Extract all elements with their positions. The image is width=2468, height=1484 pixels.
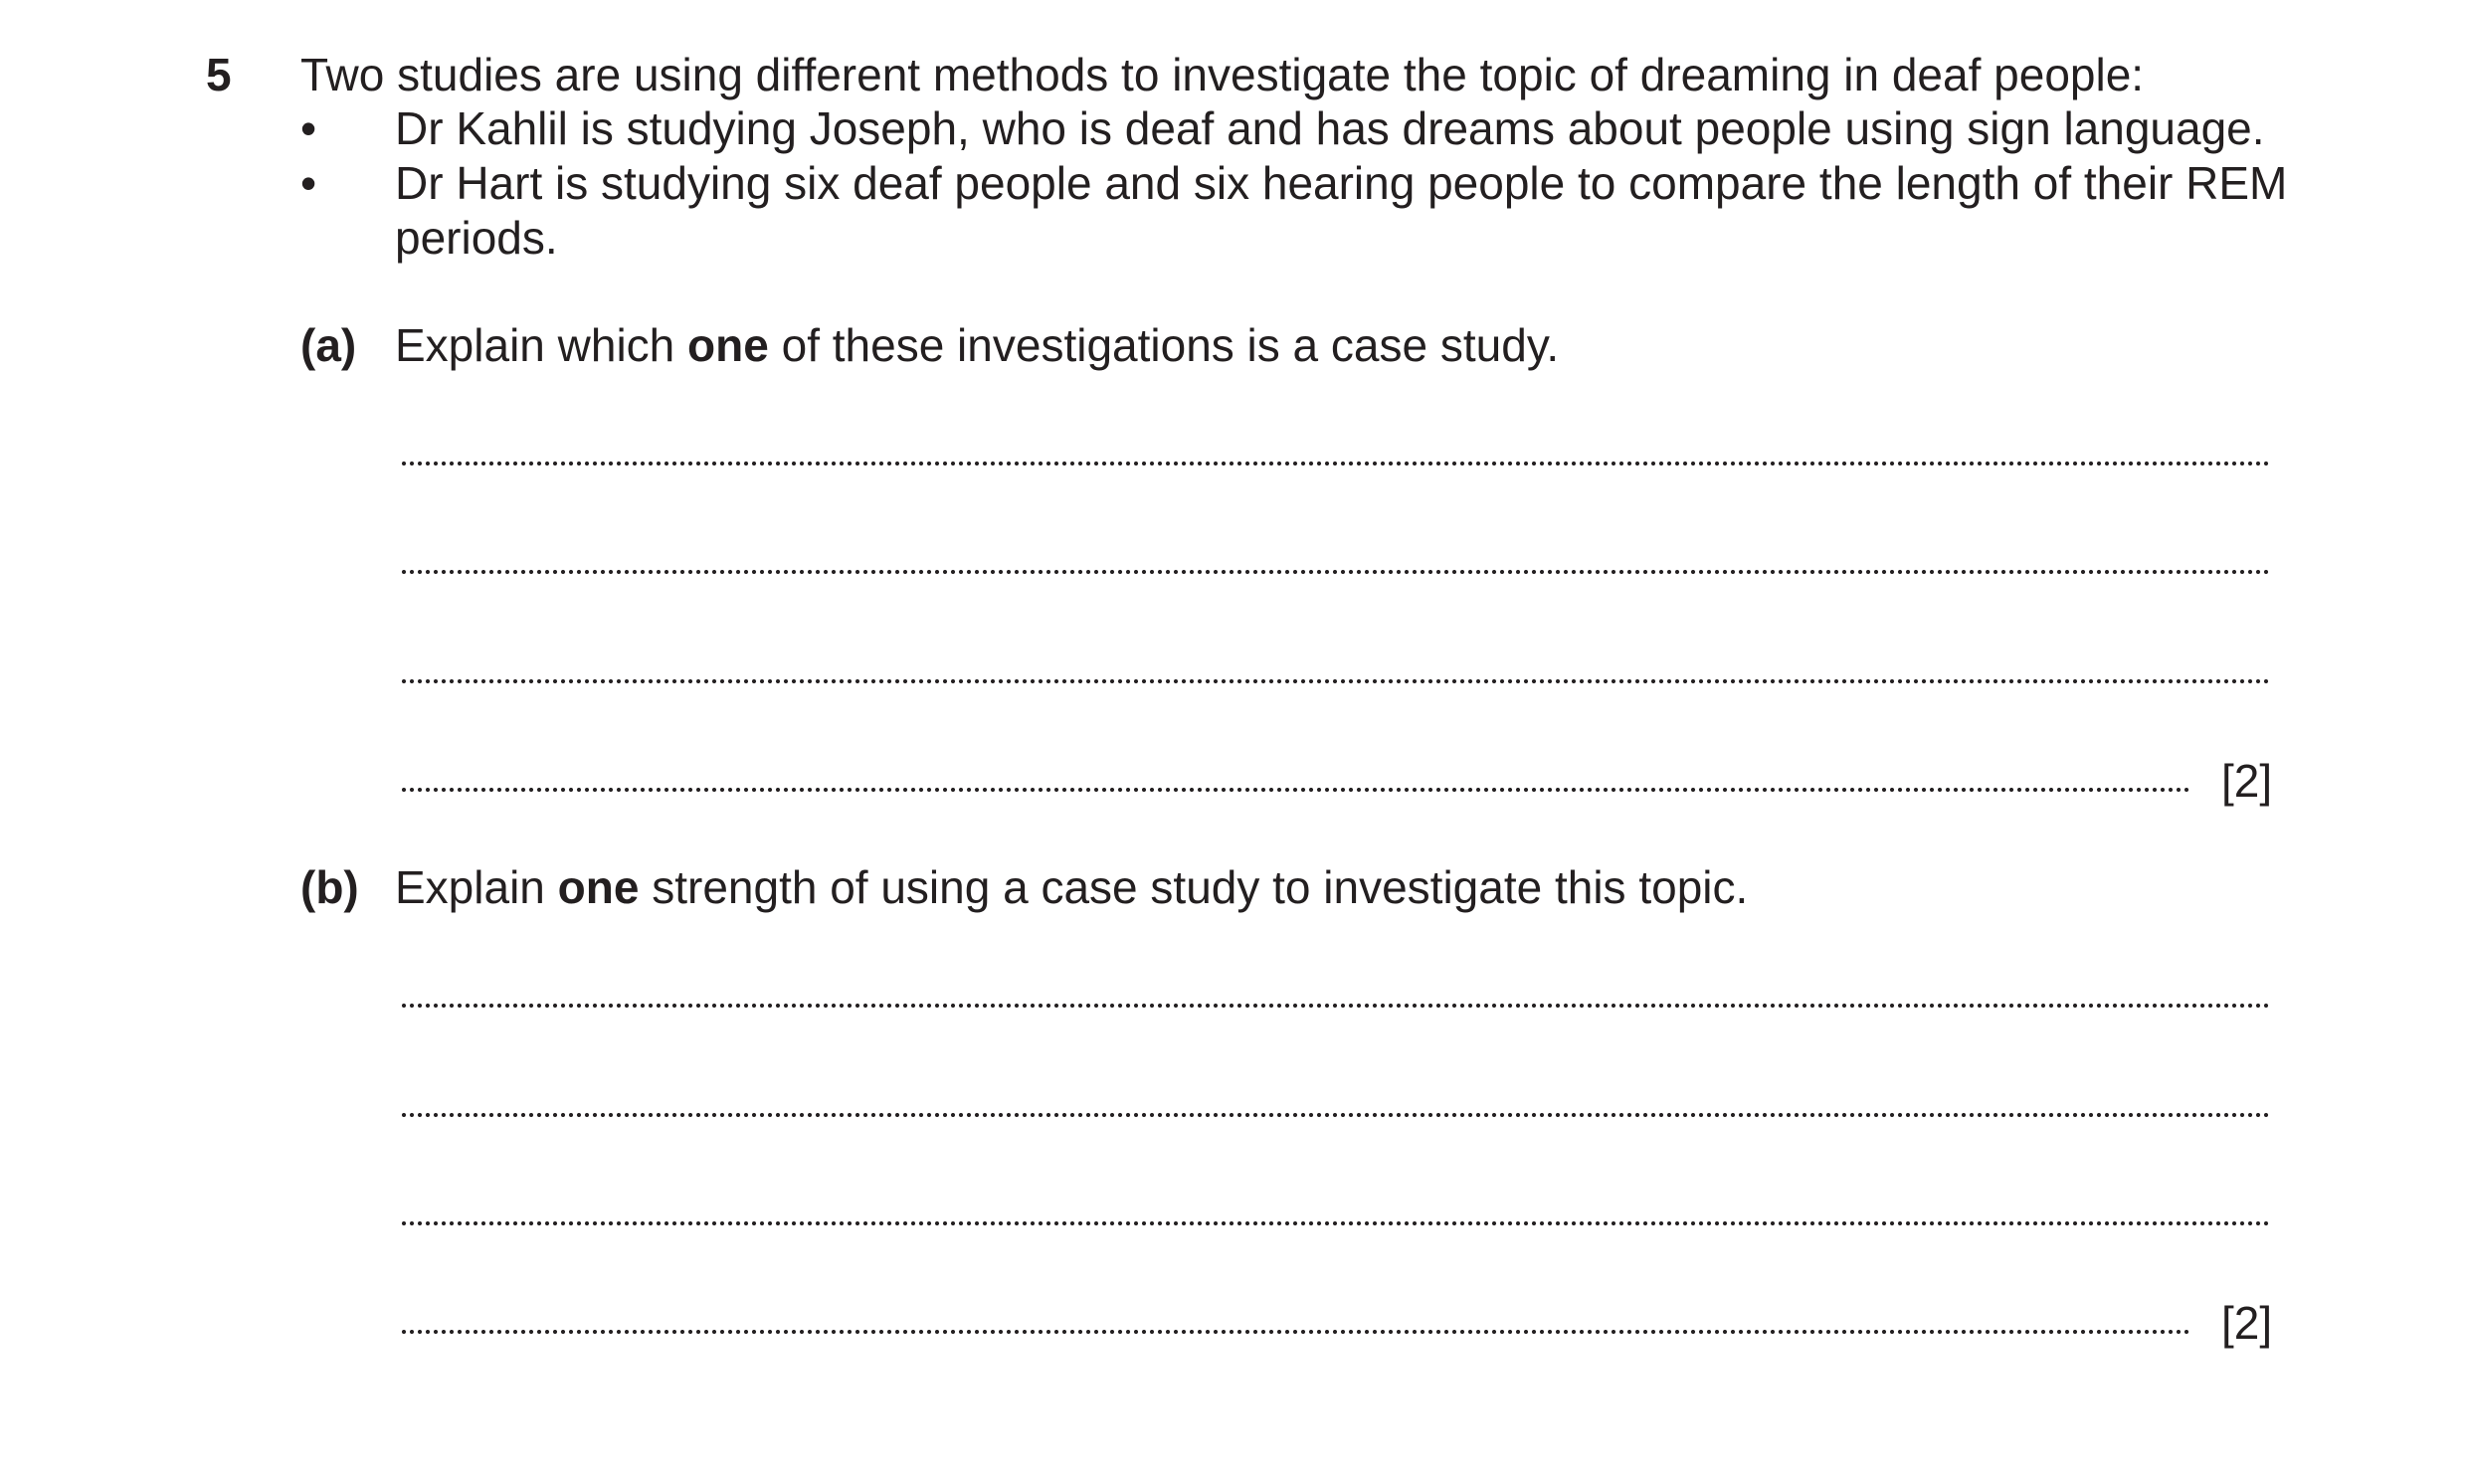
part-b-prompt: [395, 860, 1748, 914]
answer-line-b3[interactable]: [400, 1220, 2270, 1226]
part-a-marks: [2]: [2221, 755, 2273, 807]
part-a-prompt: [395, 318, 1559, 372]
part-a-text-after: of these investigations is a case study.: [768, 319, 1560, 371]
part-b-label: (b): [300, 861, 359, 913]
answer-line-a4[interactable]: [400, 787, 2190, 793]
part-b-marks: [2]: [2221, 1297, 2273, 1349]
part-a-label: (a): [300, 319, 357, 371]
part-b-emphasis: one: [557, 861, 640, 913]
bullet-symbol: •: [300, 102, 317, 154]
question-number: 5: [206, 49, 232, 100]
part-b-text-after: strength of using a case study to investigate this topic.: [639, 861, 1749, 913]
bullet-item-hart: Dr Hart is studying six deaf people and six hearing people to compare the length of their REM: [395, 157, 2288, 209]
answer-line-b1[interactable]: [400, 1003, 2270, 1009]
answer-line-a2[interactable]: [400, 569, 2270, 575]
bullet-symbol: •: [300, 157, 317, 209]
question-intro: Two studies are using different methods to investigate the topic of dreaming in deaf people:: [300, 49, 2145, 100]
answer-line-b2[interactable]: [400, 1112, 2270, 1118]
part-b-text-before: Explain: [395, 861, 558, 913]
bullet-item-hart-continued: periods.: [395, 212, 558, 264]
answer-line-a1[interactable]: [400, 461, 2270, 466]
answer-line-b4[interactable]: [400, 1329, 2190, 1335]
bullet-item-kahlil: Dr Kahlil is studying Joseph, who is deaf and has dreams about people using sign language.: [395, 102, 2265, 154]
part-a-text-before: Explain which: [395, 319, 688, 371]
part-a-emphasis: one: [687, 319, 769, 371]
answer-line-a3[interactable]: [400, 678, 2270, 684]
